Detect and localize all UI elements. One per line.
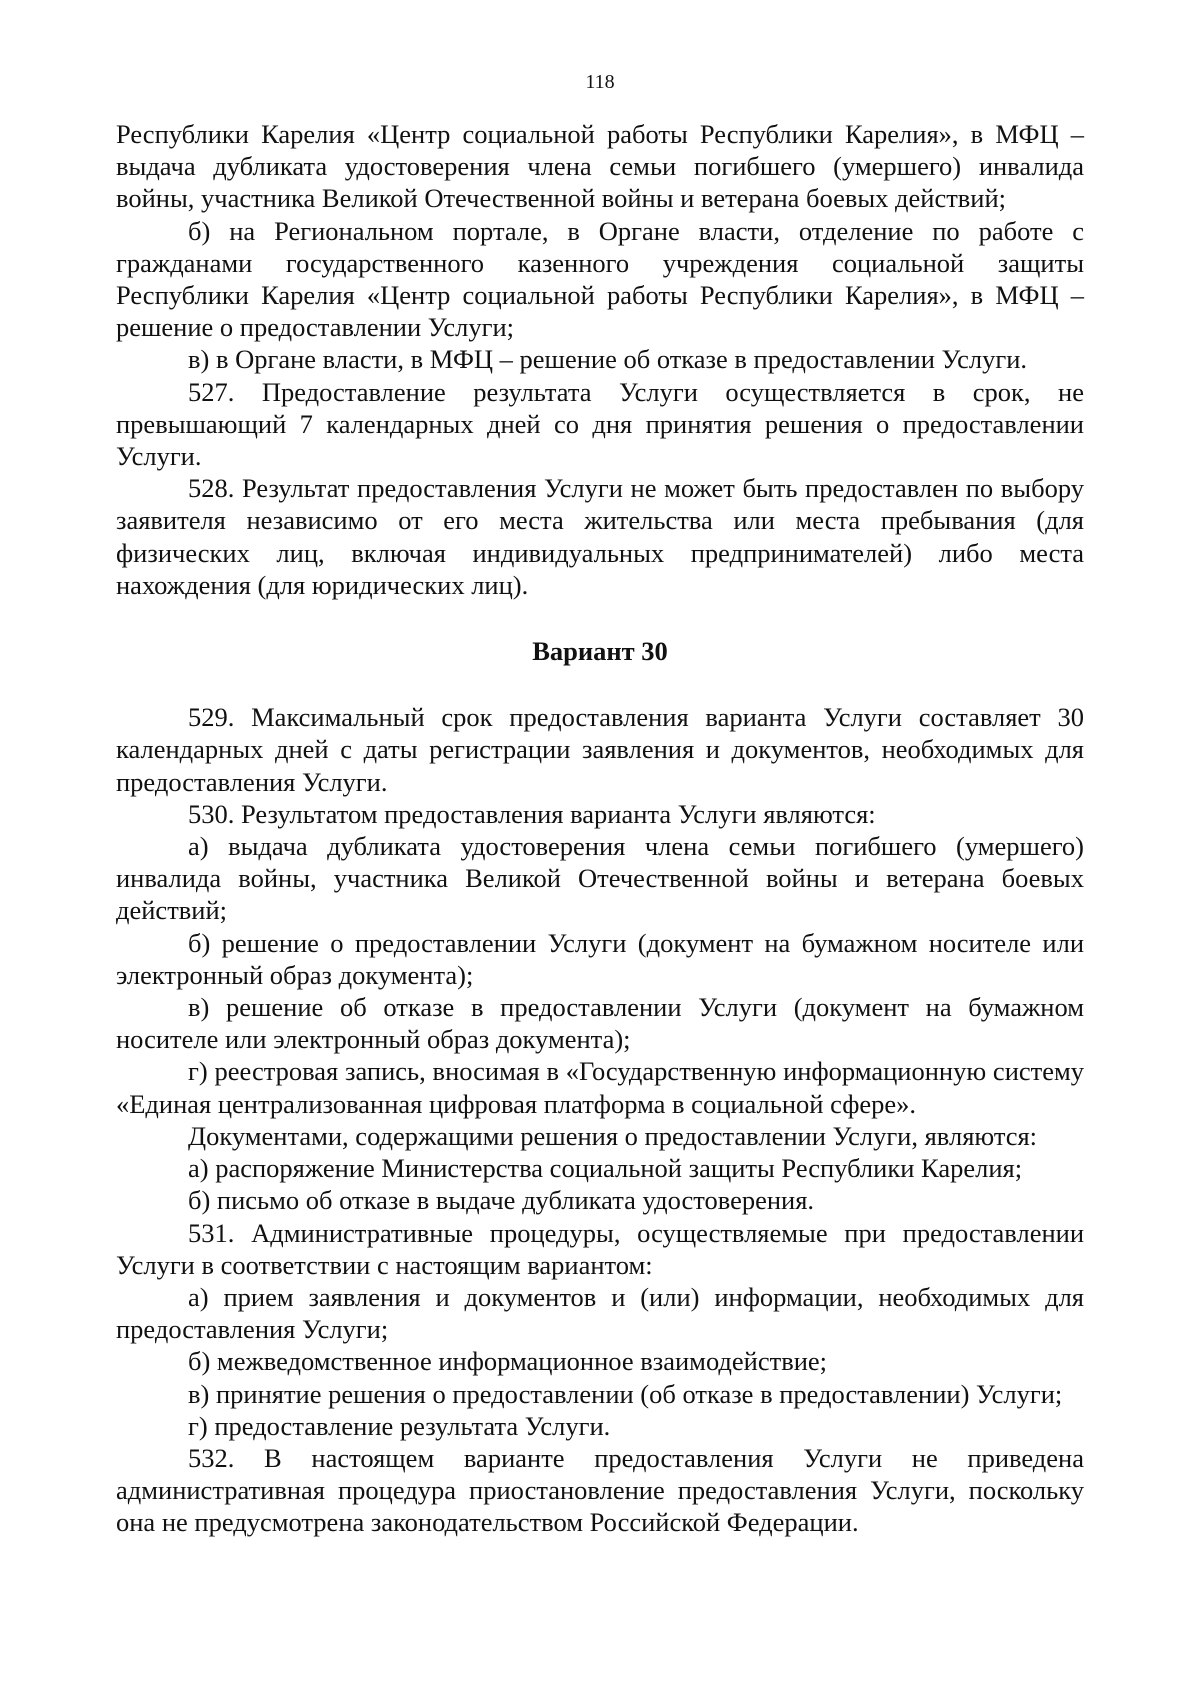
paragraph-529: 529. Максимальный срок предоставления варианта Услуги составляет 30 календарных дней с даты регистрации заявления и документов, необходимых для предоставления Услуги.	[116, 702, 1084, 797]
paragraph-530-g: г) реестровая запись, вносимая в «Государственную информационную систему «Единая централизованная цифровая платформа в социальной сфере».	[116, 1056, 1084, 1119]
paragraph-531-g: г) предоставление результата Услуги.	[188, 1410, 611, 1441]
paragraph-530-v: в) решение об отказе в предоставлении Услуги (документ на бумажном носителе или электронный образ документа);	[116, 992, 1084, 1055]
document-body	[116, 118, 1084, 1539]
section-heading-variant-30: Вариант 30	[532, 636, 668, 667]
paragraph-527: 527. Предоставление результата Услуги осуществляется в срок, не превышающий 7 календарных дней со дня принятия решения о предоставлении Услуги.	[116, 376, 1084, 472]
paragraph-continuation: Республики Карелия «Центр социальной работы Республики Карелия», в МФЦ – выдача дубликата удостоверения члена семьи погибшего (умершего) инвалида войны, участника Великой Отечественной войны и ветерана боевых действий;	[116, 119, 1084, 214]
paragraph-documents: Документами, содержащими решения о предоставлении Услуги, являются:	[188, 1120, 1038, 1151]
paragraph-documents-a: а) распоряжение Министерства социальной защиты Республики Карелия;	[188, 1153, 1023, 1184]
page-number: 118	[585, 71, 615, 93]
paragraph-531-a: а) прием заявления и документов и (или) информации, необходимых для предоставления Услуги;	[116, 1281, 1084, 1345]
paragraph-531-v: в) принятие решения о предоставлении (об отказе в предоставлении) Услуги;	[188, 1378, 1063, 1409]
paragraph-530: 530. Результатом предоставления варианта Услуги являются:	[188, 798, 876, 829]
paragraph-531-b: б) межведомственное информационное взаимодействие;	[188, 1346, 828, 1377]
paragraph-item-b-portal: б) на Региональном портале, в Органе власти, отделение по работе с гражданами государственного казенного учреждения социальной защиты Республики Карелия «Центр социальной работы Республики Карелия», в МФЦ – решение о предоставлении Услуги;	[116, 215, 1084, 343]
paragraph-528: 528. Результат предоставления Услуги не может быть предоставлен по выбору заявителя независимо от его места жительства или места пребывания (для физических лиц, включая индивидуальных предпринимателей) либо места нахождения (для юридических лиц).	[116, 473, 1084, 600]
paragraph-532: 532. В настоящем варианте предоставления Услуги не приведена административная процедура приостановление предоставления Услуги, поскольку она не предусмотрена законодательством Российской Федерации.	[116, 1442, 1084, 1538]
paragraph-530-a: а) выдача дубликата удостоверения члена семьи погибшего (умершего) инвалида войны, участника Великой Отечественной войны и ветерана боевых действий;	[116, 831, 1084, 926]
paragraph-documents-b: б) письмо об отказе в выдаче дубликата удостоверения.	[188, 1185, 815, 1216]
paragraph-530-b: б) решение о предоставлении Услуги (документ на бумажном носителе или электронный образ документа);	[116, 927, 1084, 990]
paragraph-item-v-refusal: в) в Органе власти, в МФЦ – решение об отказе в предоставлении Услуги.	[188, 344, 1028, 375]
paragraph-531: 531. Административные процедуры, осуществляемые при предоставлении Услуги в соответствии с настоящим вариантом:	[116, 1217, 1084, 1280]
